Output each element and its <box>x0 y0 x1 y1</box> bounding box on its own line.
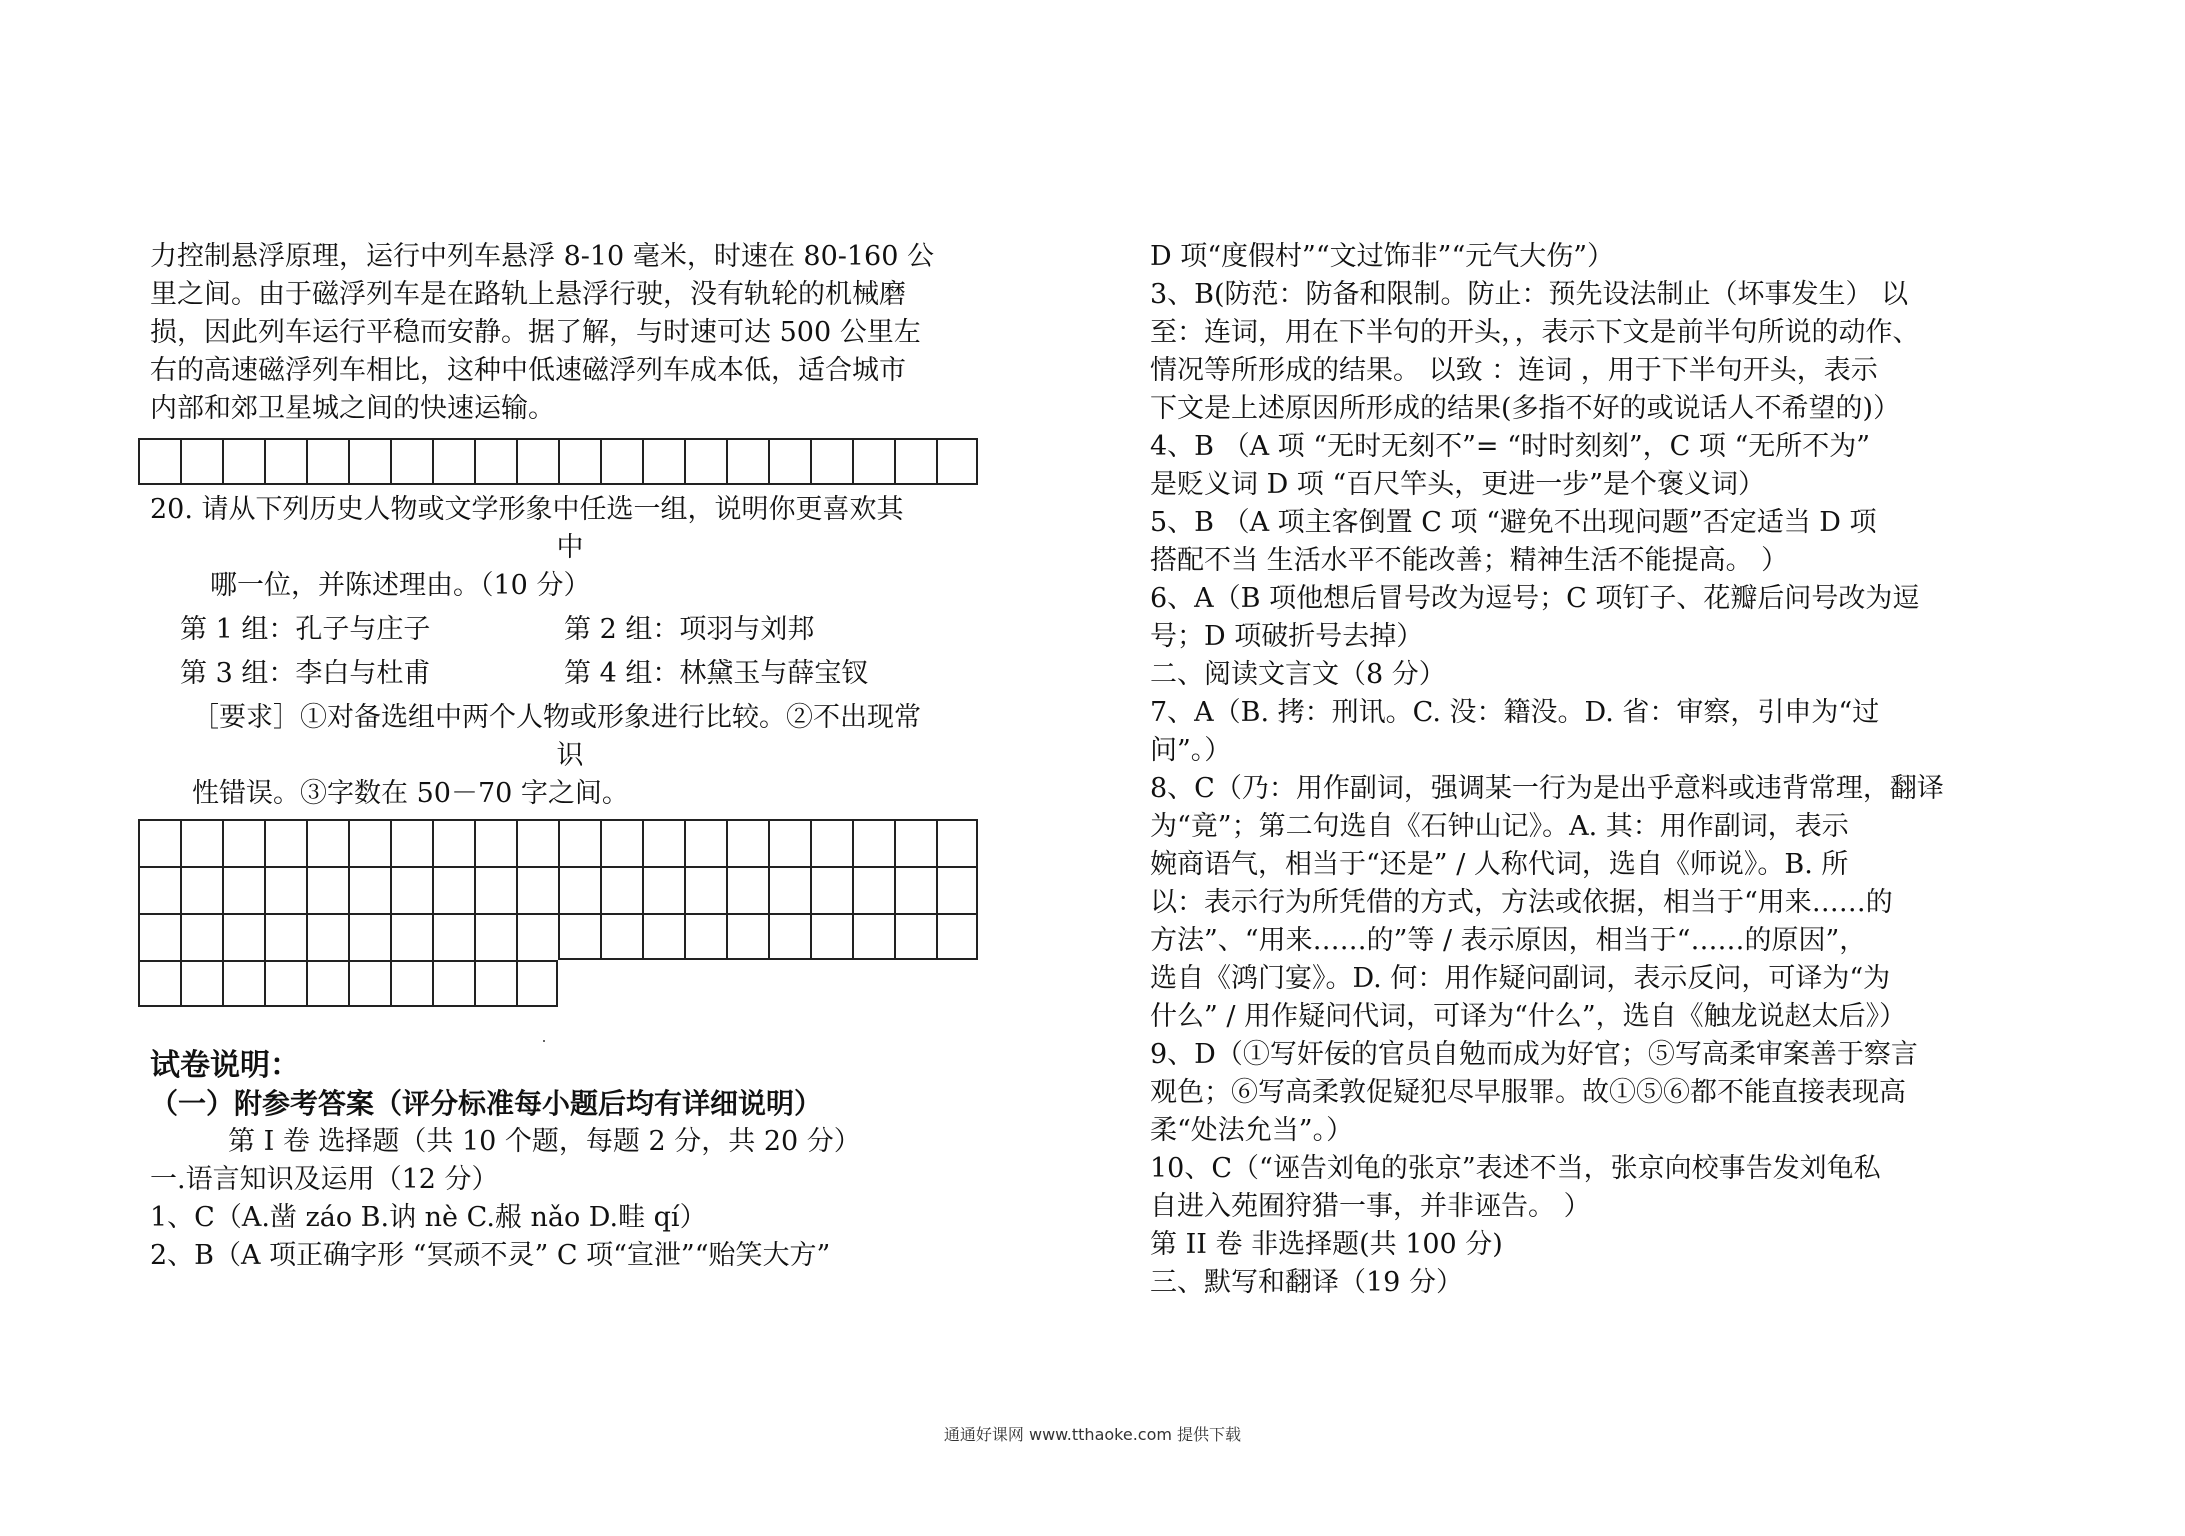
answer-1: 1、C（A.凿 záo B.讷 nè C.赧 nǎo D.畦 qí） <box>150 1202 707 1233</box>
grid-cell <box>264 866 306 913</box>
stray-dot <box>543 1040 545 1042</box>
grid-cell <box>264 913 306 960</box>
grid-cell <box>852 819 894 866</box>
passage-line: 右的高速磁浮列车相比，这种中低速磁浮列车成本低，适合城市 <box>150 355 906 386</box>
question-20-wrap: 中 <box>556 532 584 563</box>
grid-cell <box>852 913 894 960</box>
grid-cell <box>600 438 642 485</box>
grid-cell <box>348 438 390 485</box>
answer-line: 为“竟”；第二句选自《石钟山记》。A. 其：用作副词，表示 <box>1150 811 1849 842</box>
grid-cell <box>642 438 684 485</box>
left-column <box>150 238 990 1275</box>
answers-title: （一）附参考答案（评分标准每小题后均有详细说明） <box>150 1087 823 1120</box>
grid-cell <box>642 866 684 913</box>
grid-cell <box>390 960 432 1007</box>
grid-cell <box>852 438 894 485</box>
requirement-wrap: 识 <box>556 740 584 771</box>
grid-cell <box>936 819 978 866</box>
passage-line: 里之间。由于磁浮列车是在路轨上悬浮行驶，没有轨轮的机械磨 <box>150 279 906 310</box>
answer-line: 搭配不当 生活水平不能改善；精神生活不能提高。 ） <box>1150 545 1789 576</box>
section-heading: 试卷说明： <box>150 1048 300 1083</box>
right-column <box>1150 238 1990 1302</box>
grid-cell <box>558 913 600 960</box>
grid-cell <box>264 960 306 1007</box>
grid-cell <box>516 960 558 1007</box>
grid-cell <box>390 866 432 913</box>
answer-line: 第 II 卷 非选择题(共 100 分) <box>1150 1229 1503 1260</box>
grid-cell <box>390 819 432 866</box>
passage-line: 损，因此列车运行平稳而安静。据了解，与时速可达 500 公里左 <box>150 317 921 348</box>
grid-cell <box>138 913 180 960</box>
group-4: 第 4 组：林黛玉与薛宝钗 <box>564 658 869 689</box>
grid-cell <box>348 819 390 866</box>
section-1: 一.语言知识及运用（12 分） <box>150 1164 499 1195</box>
grid-cell <box>642 819 684 866</box>
answer-line: 8、C（乃：用作副词，强调某一行为是出乎意料或违背常理，翻译 <box>1150 773 1944 804</box>
grid-cell <box>180 819 222 866</box>
grid-cell <box>768 913 810 960</box>
grid-cell <box>306 819 348 866</box>
answer-line: 3、B(防范：防备和限制。防止：预先设法制止（坏事发生） 以 <box>1150 279 1909 310</box>
answer-line: 5、B （A 项主客倒置 C 项 “避免不出现问题”否定适当 D 项 <box>1150 507 1877 538</box>
grid-cell <box>558 819 600 866</box>
grid-cell <box>180 866 222 913</box>
grid-cell <box>264 438 306 485</box>
answer-line: 二、阅读文言文（8 分） <box>1150 659 1446 690</box>
grid-cell <box>516 819 558 866</box>
grid-cell <box>684 866 726 913</box>
grid-cell <box>600 819 642 866</box>
answer-grid <box>138 819 990 1007</box>
grid-cell <box>432 866 474 913</box>
answer-line: 是贬义词 D 项 “百尺竿头，更进一步”是个褒义词） <box>1150 469 1766 500</box>
answer-line: 自进入苑囿狩猎一事，并非诬告。 ） <box>1150 1191 1591 1222</box>
grid-cell <box>264 819 306 866</box>
grid-cell <box>348 866 390 913</box>
grid-cell <box>810 866 852 913</box>
grid-cell <box>390 438 432 485</box>
passage-line: 内部和郊卫星城之间的快速运输。 <box>150 393 555 424</box>
answer-line: 观色；⑥写高柔敦促疑犯尽早服罪。故①⑤⑥都不能直接表现高 <box>1150 1077 1906 1108</box>
grid-cell <box>726 866 768 913</box>
grid-cell <box>222 960 264 1007</box>
grid-cell <box>222 913 264 960</box>
grid-cell <box>138 960 180 1007</box>
group-2: 第 2 组：项羽与刘邦 <box>564 614 815 645</box>
grid-cell <box>726 913 768 960</box>
question-20: 20. 请从下列历史人物或文学形象中任选一组，说明你更喜欢其 <box>150 494 904 525</box>
answer-line: D 项“度假村”“文过饰非”“元气大伤”） <box>1150 241 1615 272</box>
grid-cell <box>474 438 516 485</box>
grid-cell <box>306 913 348 960</box>
requirement: ［要求］①对备选组中两个人物或形象进行比较。②不出现常 <box>192 702 921 733</box>
grid-cell <box>852 866 894 913</box>
grid-cell <box>138 438 180 485</box>
grid-cell <box>474 913 516 960</box>
grid-cell <box>306 438 348 485</box>
answer-line: 6、A（B 项他想后冒号改为逗号；C 项钉子、花瓣后问号改为逗 <box>1150 583 1920 614</box>
grid-cell <box>222 819 264 866</box>
grid-cell <box>684 913 726 960</box>
grid-cell <box>768 438 810 485</box>
answer-line: 选自《鸿门宴》。D. 何：用作疑问副词，表示反问，可译为“为 <box>1150 963 1891 994</box>
group-row <box>150 611 990 649</box>
grid-cell <box>180 438 222 485</box>
answer-grid-row <box>138 438 990 485</box>
grid-cell <box>894 438 936 485</box>
group-1: 第 1 组：孔子与庄子 <box>180 614 431 645</box>
grid-cell <box>516 438 558 485</box>
answer-line: 以：表示行为所凭借的方式，方法或依据，相当于“用来……的 <box>1150 887 1893 918</box>
grid-cell <box>726 819 768 866</box>
grid-cell <box>474 866 516 913</box>
passage <box>150 238 990 428</box>
group-row <box>150 655 990 693</box>
grid-cell <box>222 866 264 913</box>
footer: 通通好课网 www.tthaoke.com 提供下载 <box>943 1425 1242 1444</box>
grid-cell <box>684 438 726 485</box>
grid-cell <box>726 438 768 485</box>
grid-cell <box>600 913 642 960</box>
answer-line: 问”。） <box>1150 735 1232 766</box>
grid-cell <box>768 819 810 866</box>
answer-line: 三、默写和翻译（19 分） <box>1150 1267 1463 1298</box>
grid-cell <box>810 438 852 485</box>
grid-cell <box>432 819 474 866</box>
grid-cell <box>516 913 558 960</box>
answer-line: 4、B （A 项 “无时无刻不”= “时时刻刻”，C 项 “无所不为” <box>1150 431 1871 462</box>
volume-1: 第 I 卷 选择题（共 10 个题，每题 2 分，共 20 分） <box>228 1126 861 1157</box>
answer-line: 下文是上述原因所形成的结果(多指不好的或说话人不希望的)） <box>1150 393 1901 424</box>
answer-line: 方法”、“用来……的”等 / 表示原因，相当于“……的原因”， <box>1150 925 1867 956</box>
grid-cell <box>642 913 684 960</box>
grid-cell <box>558 438 600 485</box>
answer-line: 什么” / 用作疑问代词，可译为“什么”，选自《触龙说赵太后》） <box>1150 1001 1907 1032</box>
answer-line: 7、A（B. 拷：刑讯。C. 没：籍没。D. 省：审察，引申为“过 <box>1150 697 1880 728</box>
answer-line: 9、D（①写奸佞的官员自勉而成为好官；⑤写高柔审案善于察言 <box>1150 1039 1918 1070</box>
grid-cell <box>768 866 810 913</box>
grid-cell <box>936 866 978 913</box>
answer-line: 至：连词，用在下半句的开头，，表示下文是前半句所说的动作、 <box>1150 317 1920 348</box>
grid-cell <box>516 866 558 913</box>
grid-cell <box>894 819 936 866</box>
answer-line: 柔“处法允当”。） <box>1150 1115 1354 1146</box>
grid-cell <box>558 866 600 913</box>
answer-line: 10、C（“诬告刘龟的张京”表述不当，张京向校事告发刘龟私 <box>1150 1153 1881 1184</box>
grid-cell <box>180 960 222 1007</box>
grid-cell <box>348 960 390 1007</box>
grid-cell <box>684 819 726 866</box>
grid-cell <box>600 866 642 913</box>
grid-cell <box>432 438 474 485</box>
answer-2: 2、B（A 项正确字形 “冥顽不灵” C 项“宣泄”“贻笑大方” <box>150 1240 831 1271</box>
question-20-line2: 哪一位，并陈述理由。（10 分） <box>210 570 591 601</box>
grid-cell <box>474 960 516 1007</box>
grid-cell <box>138 866 180 913</box>
grid-cell <box>810 819 852 866</box>
grid-cell <box>474 819 516 866</box>
grid-cell <box>432 960 474 1007</box>
grid-cell <box>222 438 264 485</box>
grid-cell <box>810 913 852 960</box>
answer-line: 情况等所形成的结果。 以致 ：连词 ，用于下半句开头，表示 <box>1150 355 1878 386</box>
requirement-line2: 性错误。③字数在 50－70 字之间。 <box>192 778 629 809</box>
grid-cell <box>894 866 936 913</box>
passage-line: 力控制悬浮原理，运行中列车悬浮 8-10 毫米，时速在 80-160 公 <box>150 241 935 272</box>
grid-cell <box>306 960 348 1007</box>
grid-cell <box>936 913 978 960</box>
grid-cell <box>936 438 978 485</box>
grid-cell <box>348 913 390 960</box>
grid-cell <box>390 913 432 960</box>
group-3: 第 3 组：李白与杜甫 <box>180 658 431 689</box>
grid-cell <box>432 913 474 960</box>
grid-cell <box>306 866 348 913</box>
answer-line: 婉商语气，相当于“还是” / 人称代词，选自《师说》。B. 所 <box>1150 849 1849 880</box>
grid-cell <box>138 819 180 866</box>
answer-line: 号；D 项破折号去掉） <box>1150 621 1424 652</box>
grid-cell <box>180 913 222 960</box>
grid-cell <box>894 913 936 960</box>
